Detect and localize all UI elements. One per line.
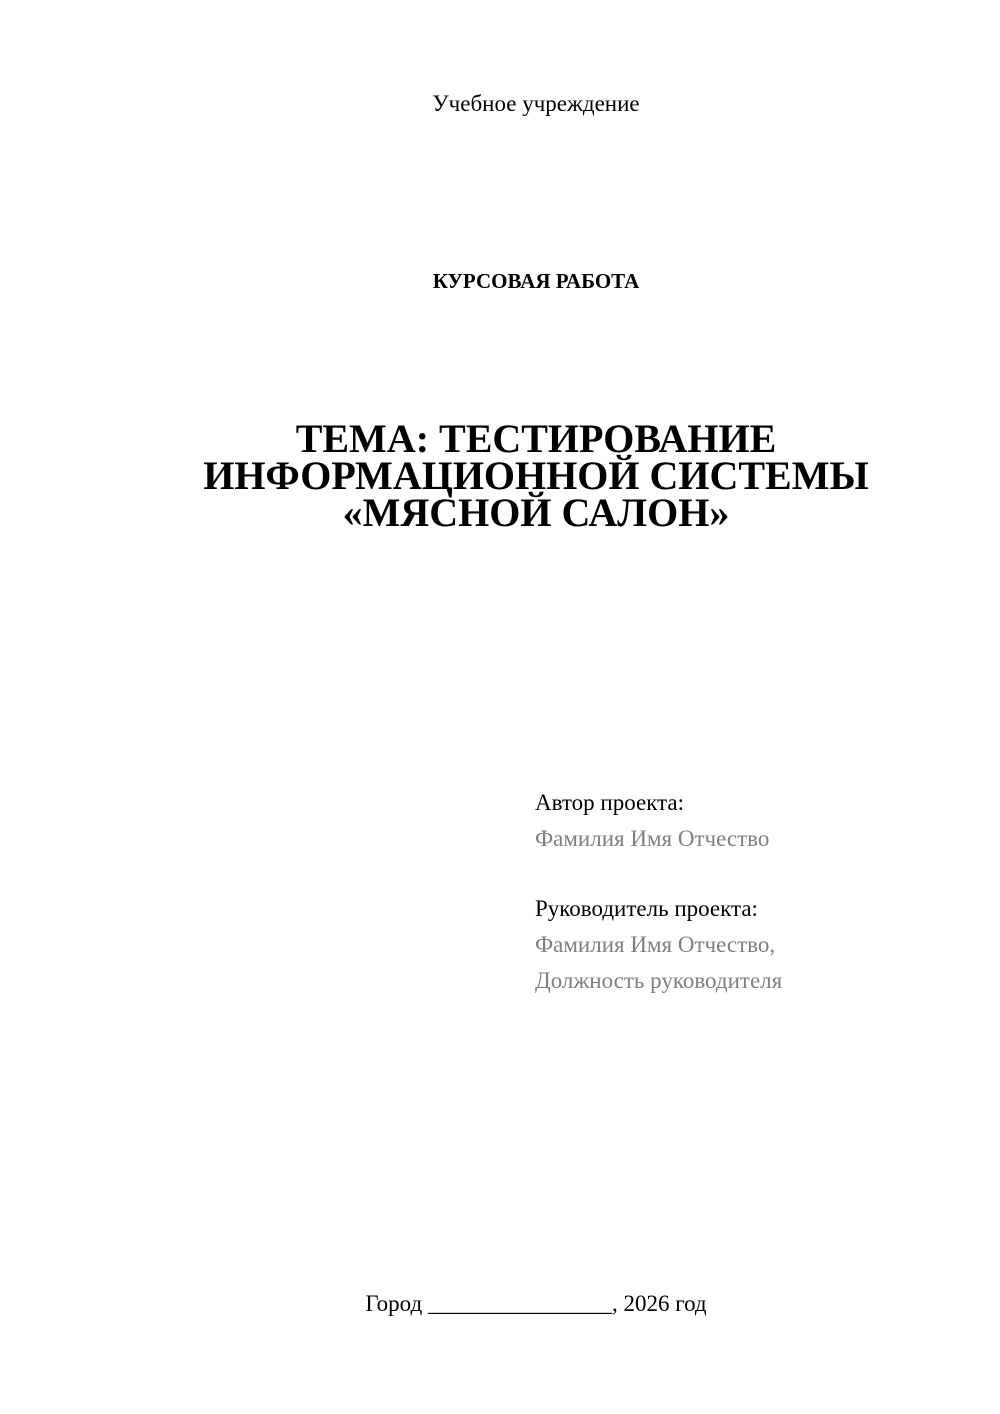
supervisor-position: Должность руководителя (535, 968, 783, 993)
city-year-line: Город ________________, 2026 год (365, 1291, 707, 1316)
supervisor-block (535, 891, 782, 999)
title-line: «МЯСНОЙ САЛОН» (342, 490, 730, 535)
supervisor-name: Фамилия Имя Отчество, (535, 932, 776, 957)
institution-name: Учебное учреждение (432, 91, 640, 116)
author-block (535, 785, 769, 857)
work-type-heading: КУРСОВАЯ РАБОТА (432, 269, 640, 293)
author-name: Фамилия Имя Отчество (535, 826, 770, 851)
title-line: ТЕМА: ТЕСТИРОВАНИЕ (295, 416, 777, 461)
document-title (0, 416, 1000, 535)
title-line: ИНФОРМАЦИОННОЙ СИСТЕМЫ (203, 453, 869, 498)
author-label: Автор проекта: (535, 790, 684, 815)
supervisor-label: Руководитель проекта: (535, 896, 758, 921)
